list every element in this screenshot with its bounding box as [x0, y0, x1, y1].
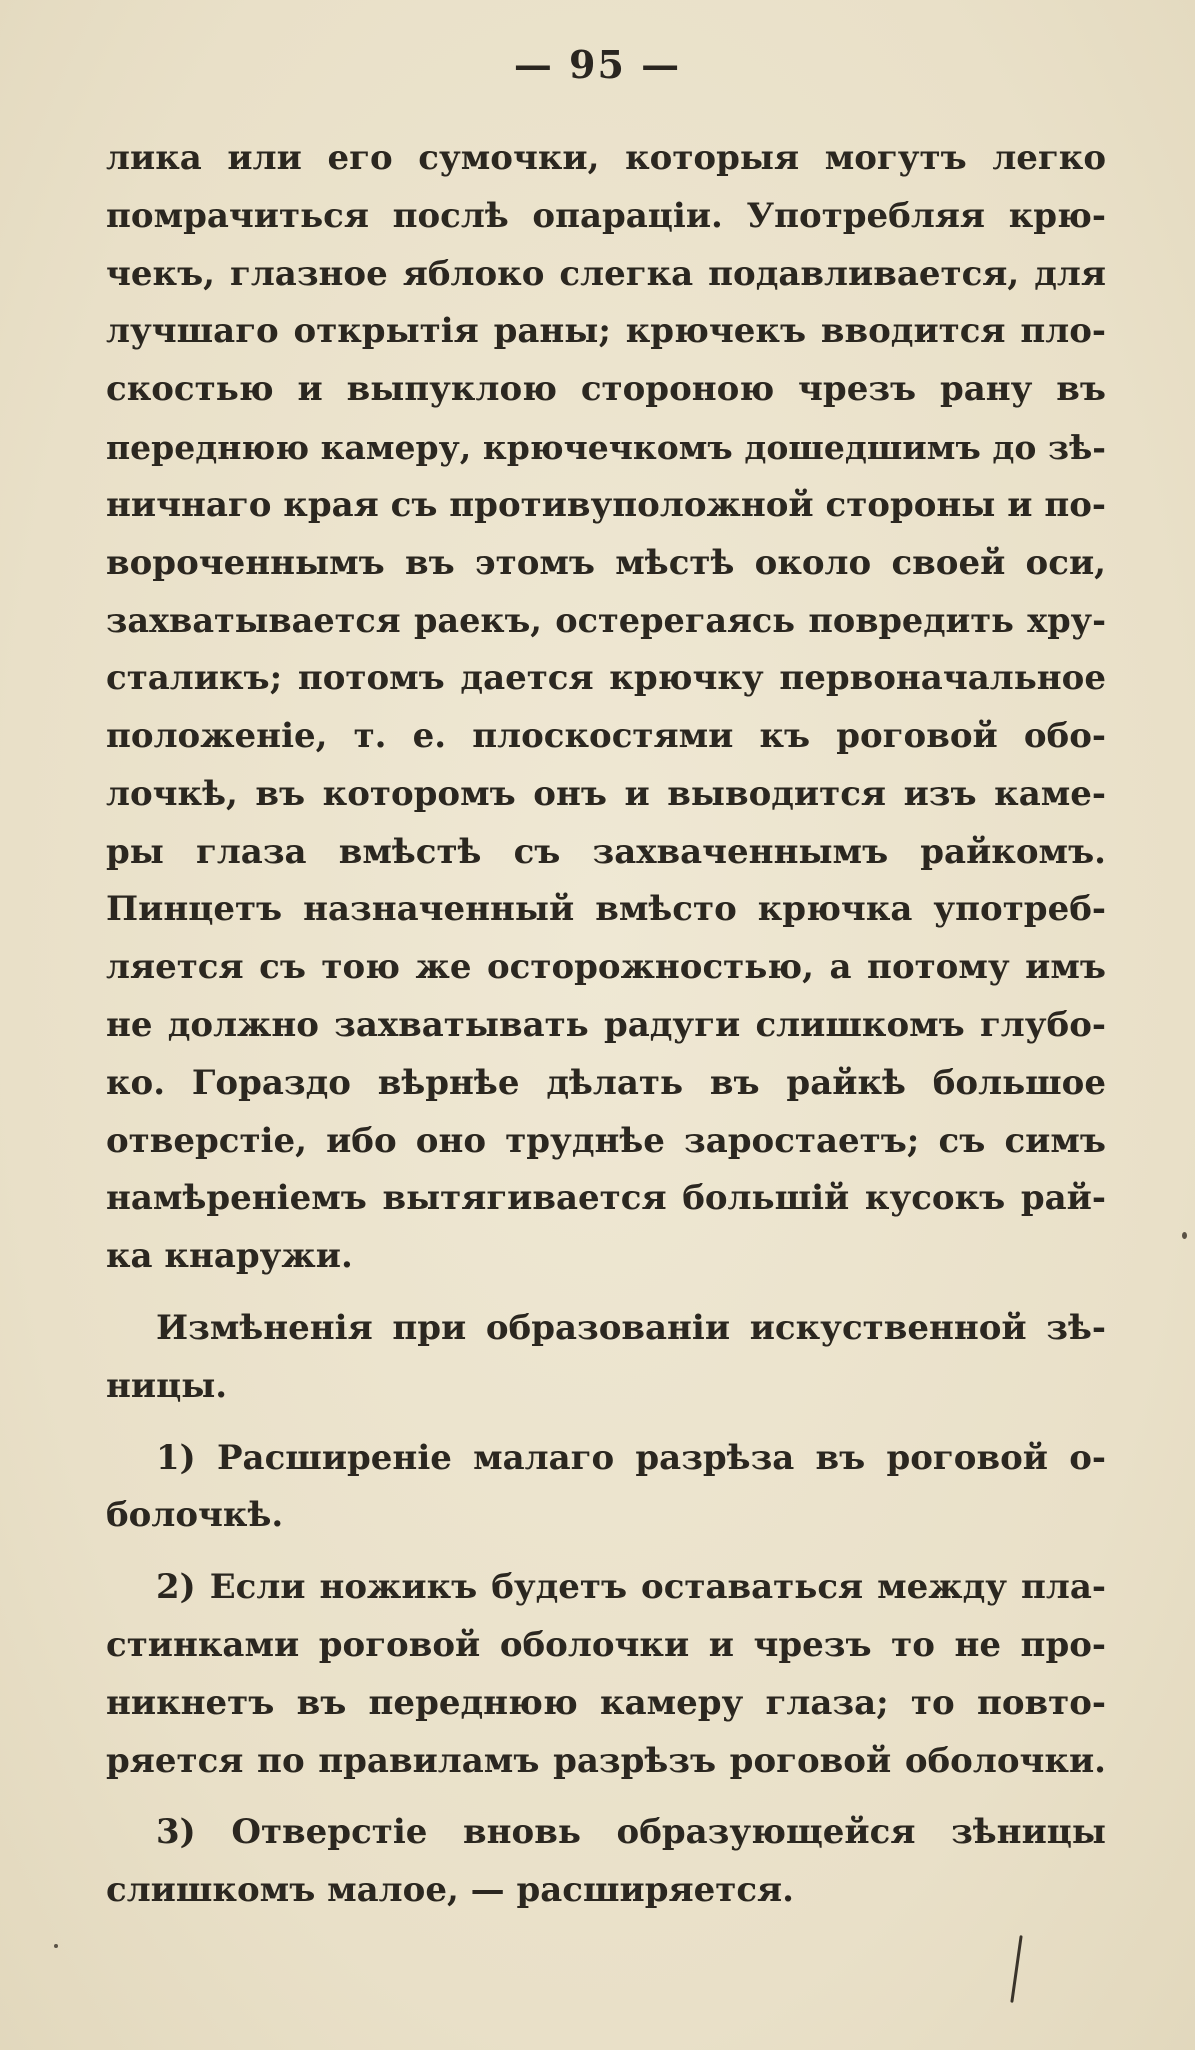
text-line: лочкѣ, въ которомъ онъ и выводится изъ каме- [106, 773, 1106, 814]
text-line: болочкѣ. [106, 1495, 284, 1536]
page-number: — 95 — [513, 42, 682, 87]
text-line: 1) Расширеніе малаго разрѣза въ роговой о- [156, 1437, 1106, 1478]
paragraph-1 [106, 130, 1106, 1286]
body-text [106, 130, 1106, 1920]
text-line: намѣреніемъ вытягивается большій кусокъ рай- [106, 1178, 1106, 1219]
text-line: отверстіе, ибо оно труднѣе заростаетъ; съ симъ [106, 1120, 1106, 1161]
list-item-2 [106, 1559, 1106, 1790]
paragraph-gap [106, 1790, 1106, 1804]
paper-speck [1182, 1232, 1187, 1239]
text-line: лика или его сумочки, которыя могутъ легко [106, 138, 1106, 178]
pencil-mark [1010, 1935, 1022, 2003]
text-line: ляется съ тою же осторожностью, а потому имъ [106, 947, 1106, 988]
text-line: скостью и выпуклою стороною чрезъ рану въ [106, 369, 1106, 410]
text-line: помрачиться послѣ опараціи. Употребляя крю- [106, 195, 1106, 236]
list-item-1 [106, 1430, 1106, 1546]
text-line: ры глаза вмѣстѣ съ захваченнымъ райкомъ. [106, 831, 1106, 872]
text-line: переднюю камеру, крючечкомъ дошедшимъ до зѣ- [106, 427, 1106, 467]
text-line: ко. Гораздо вѣрнѣе дѣлать въ райкѣ большое [106, 1062, 1106, 1103]
text-line: положеніе, т. е. плоскостями къ роговой обо- [106, 715, 1106, 756]
paper-speck [54, 1944, 58, 1948]
section-heading [106, 1300, 1106, 1416]
text-line: ка кнаружи. [106, 1236, 353, 1277]
text-line: слишкомъ малое, — расширяется. [106, 1870, 794, 1911]
text-line: ряется по правиламъ разрѣзъ роговой оболочки. [106, 1740, 1106, 1781]
text-line: чекъ, глазное яблоко слегка подавливается, для [106, 253, 1106, 294]
text-line: лучшаго открытія раны; крючекъ вводится пло- [106, 311, 1106, 352]
text-line: ничнаго края съ противуположной стороны и по- [106, 484, 1106, 525]
text-line: никнетъ въ переднюю камеру глаза; то повто- [106, 1682, 1106, 1723]
heading-line: ницы. [106, 1365, 228, 1406]
text-line: сталикъ; потомъ дается крючку первоначальное [106, 658, 1106, 699]
paragraph-gap [106, 1286, 1106, 1300]
text-line: вороченнымъ въ этомъ мѣстѣ около своей оси, [106, 542, 1106, 583]
text-line: 3) Отверстіе вновь образующейся зѣницы [156, 1812, 1106, 1853]
paragraph-gap [106, 1416, 1106, 1430]
heading-line: Измѣненія при образованіи искуственной зѣ- [156, 1307, 1106, 1348]
text-line: стинками роговой оболочки и чрезъ то не про- [106, 1624, 1106, 1665]
text-line: не должно захватывать радуги слишкомъ глубо- [106, 1004, 1106, 1045]
text-line: 2) Если ножикъ будетъ оставаться между пла- [156, 1567, 1106, 1608]
paragraph-gap [106, 1545, 1106, 1559]
list-item-3 [106, 1804, 1106, 1920]
text-line: Пинцетъ назначенный вмѣсто крючка употреб- [106, 889, 1106, 930]
text-line: захватывается раекъ, остерегаясь повредить хру- [106, 601, 1106, 641]
